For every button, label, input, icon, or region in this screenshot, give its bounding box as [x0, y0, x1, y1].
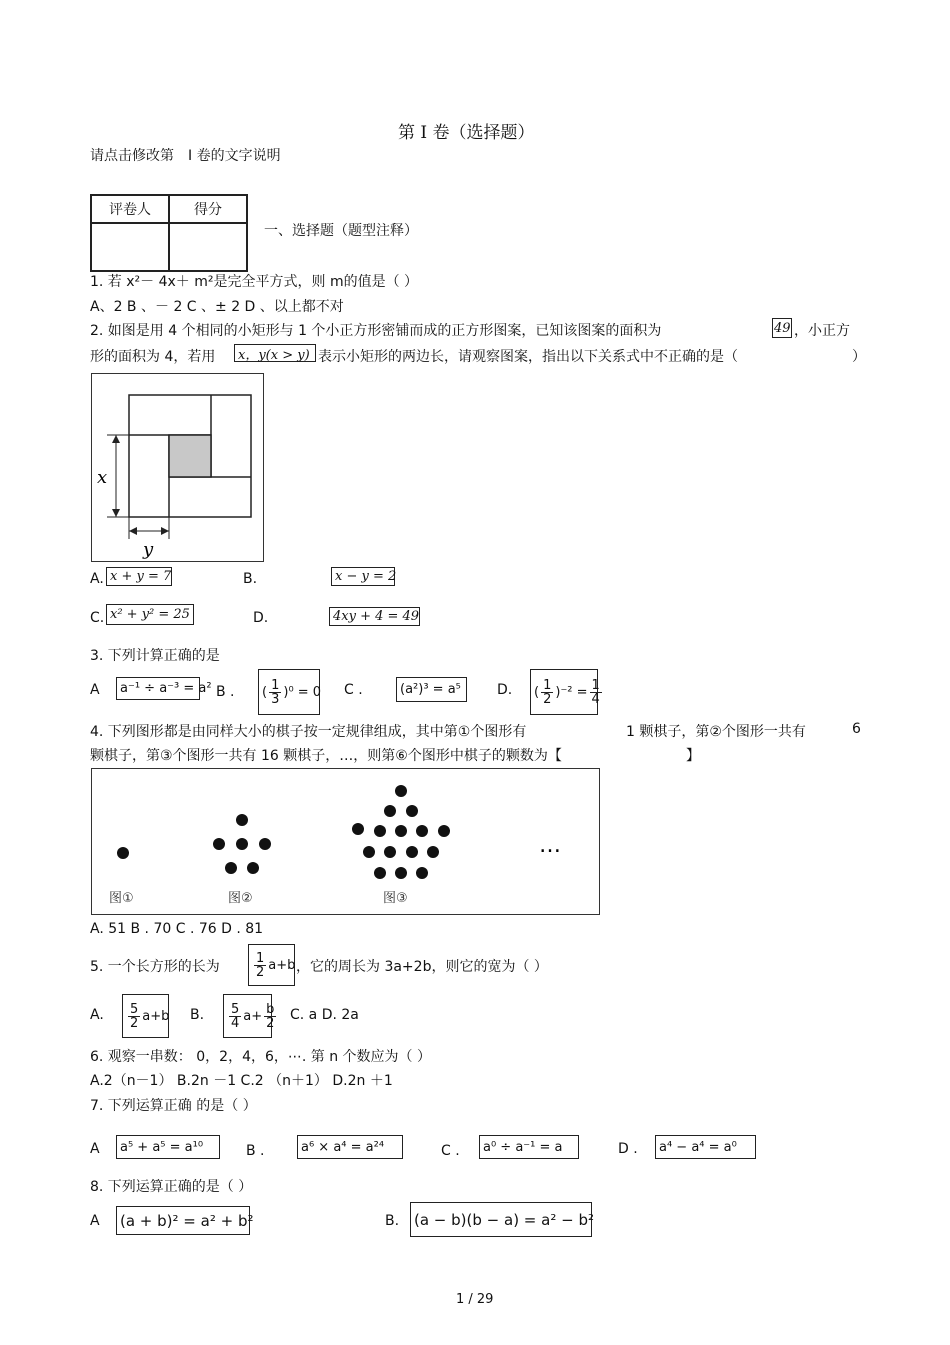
q7-option-d[interactable]: a⁴ − a⁴ = a⁰	[655, 1135, 756, 1159]
q3-option-b[interactable]: ( $\frac{1}{3}$ ) ⁰ = 0	[258, 669, 320, 715]
q4-options: A. 51 B . 70 C . 76 D . 81	[90, 921, 264, 937]
q3-option-d[interactable]: ( $\frac{1}{2}$ ) ⁻² = $\frac{1}{4}$	[530, 669, 598, 715]
q8-option-a-label: A	[90, 1213, 100, 1229]
page-title: 第 I 卷（选择题）	[398, 123, 535, 143]
q5-option-b-label: B.	[190, 1007, 205, 1023]
q4-line2-end: 】	[686, 748, 700, 764]
q3-d-denominator: 2	[543, 691, 552, 707]
q5-b-middle: a+	[243, 1008, 263, 1024]
score-cell[interactable]	[169, 223, 247, 271]
q3-b-denominator: 3	[271, 691, 280, 707]
q8-stem: 8. 下列运算正确的是（ ）	[90, 1179, 253, 1195]
q3-option-c-label: C .	[344, 682, 363, 698]
q5-option-a[interactable]	[122, 994, 169, 1038]
q8-option-b[interactable]: (a − b)(b − a) = a² − b²	[410, 1202, 592, 1237]
q5-a-numerator: 5	[130, 1001, 139, 1017]
q4-figure	[91, 768, 601, 916]
q3-option-a[interactable]: a⁻¹ ÷ a⁻³ = a²	[116, 677, 200, 700]
q4-fig1-label: 图①	[109, 891, 134, 906]
q3-option-a-label: A	[90, 682, 100, 698]
q3-b-rest: ⁰ = 0	[288, 684, 322, 700]
q5-length-denominator: 2	[256, 964, 265, 980]
q3-d-middle: ⁻² =	[560, 684, 588, 700]
grade-table	[90, 194, 248, 272]
q7-option-d-label: D .	[618, 1141, 638, 1157]
q7-stem: 7. 下列运算正确 的是（ ）	[90, 1098, 257, 1114]
q2-option-a-label: A.	[90, 571, 104, 587]
q7-option-b[interactable]: a⁶ × a⁴ = a²⁴	[297, 1135, 403, 1159]
q5-option-a-label: A.	[90, 1007, 104, 1023]
q7-option-a-label: A	[90, 1141, 100, 1157]
q7-option-c-label: C .	[441, 1143, 460, 1159]
q3-d-numerator: 1	[543, 677, 552, 693]
q2-option-c[interactable]: x² + y² = 25	[106, 604, 194, 625]
q7-option-b-label: B .	[246, 1143, 265, 1159]
q4-line2: 颗棋子，第③个图形一共有 16 颗棋子，…，则第⑥个图形中棋子的颗数为【	[90, 748, 562, 764]
q5-b-numerator2: b	[266, 1001, 275, 1017]
q5-stem-b: ，它的周长为 3a+2b，则它的宽为（ ）	[296, 959, 548, 975]
q5-b-denominator2: 2	[266, 1015, 275, 1031]
q2-option-d-label: D.	[253, 610, 269, 626]
q3-option-c[interactable]: (a²)³ = a⁵	[396, 677, 467, 702]
q3-option-b-label: B .	[216, 684, 235, 700]
q5-b-numerator: 5	[231, 1001, 240, 1017]
q6-stem: 6. 观察一串数： 0，2，4，6，⋯. 第 n 个数应为（ ）	[90, 1049, 432, 1065]
q2-line2-c: ）	[852, 349, 866, 365]
q2-figure	[91, 373, 266, 563]
q5-length-numerator: 1	[256, 950, 265, 966]
q3-b-numerator: 1	[271, 677, 280, 693]
q3-d-result-denominator: 4	[591, 691, 600, 707]
q4-line1-b: 1 颗棋子，第②个图形一共有	[626, 724, 806, 740]
q5-options-rest: C. a D. 2a	[290, 1007, 359, 1023]
q4-line1-c: 6	[852, 721, 861, 737]
q2-area-box: 49	[772, 318, 792, 338]
q4-ellipsis: …	[539, 833, 561, 858]
q5-a-denominator: 2	[130, 1015, 139, 1031]
section-title: 一、选择题（题型注释）	[264, 223, 418, 239]
q3-d-result-numerator: 1	[591, 677, 600, 693]
score-header: 得分	[169, 195, 247, 223]
q5-a-rest: a+b	[142, 1008, 170, 1024]
q4-fig2-label: 图②	[228, 891, 253, 906]
q2-line2-b: 表示小矩形的两边长，请观察图案，指出以下关系式中不正确的是（	[318, 349, 738, 365]
q6-options: A.2（n－1） B.2n －1 C.2 （n＋1） D.2n ＋1	[90, 1073, 393, 1089]
q2-option-c-label: C.	[90, 610, 105, 626]
q7-option-a[interactable]: a⁵ + a⁵ = a¹⁰	[116, 1135, 220, 1159]
page-number: 1 / 29	[456, 1292, 494, 1307]
q2-figure-y-label: y	[143, 539, 154, 560]
q2-line1: 2. 如图是用 4 个相同的小矩形与 1 个小正方形密铺而成的正方形图案，已知该图案的面积为	[90, 323, 662, 339]
q2-option-b-label: B.	[243, 571, 258, 587]
q8-option-b-label: B.	[385, 1213, 400, 1229]
q7-option-c[interactable]: a⁰ ÷ a⁻¹ = a	[479, 1135, 579, 1159]
q2-line2-a: 形的面积为 4，若用	[90, 349, 216, 365]
q2-option-d[interactable]: 4xy + 4 = 49	[329, 607, 420, 626]
q8-option-a[interactable]: (a + b)² = a² + b²	[116, 1206, 250, 1235]
q5-length-box	[248, 944, 295, 986]
grader-cell[interactable]	[91, 223, 169, 271]
q5-length-rest: a+b	[268, 957, 296, 973]
q2-option-b[interactable]: x − y = 2	[331, 567, 395, 586]
q5-b-denominator: 4	[231, 1015, 240, 1031]
q5-stem-a: 5. 一个长方形的长为	[90, 959, 220, 975]
q2-figure-x-label: x	[97, 467, 108, 488]
page-subtitle: 请点击修改第 I 卷的文字说明	[90, 148, 281, 164]
q2-vars-box: x，y(x > y)	[234, 344, 316, 362]
q1-options: A、2 B 、－ 2 C 、± 2 D 、以上都不对	[90, 299, 344, 315]
q4-fig3-label: 图③	[383, 891, 408, 906]
q5-option-b[interactable]	[223, 994, 275, 1038]
q2-line1-end: ，小正方	[794, 323, 850, 339]
q2-option-a[interactable]: x + y = 7	[106, 567, 172, 586]
grader-header: 评卷人	[91, 195, 169, 223]
q3-stem: 3. 下列计算正确的是	[90, 648, 220, 664]
q3-option-d-label: D.	[497, 682, 513, 698]
q1-stem: 1. 若 x²－ 4x＋ m²是完全平方式，则 m的值是（ ）	[90, 274, 419, 290]
q4-line1: 4. 下列图形都是由同样大小的棋子按一定规律组成，其中第①个图形有	[90, 724, 527, 740]
